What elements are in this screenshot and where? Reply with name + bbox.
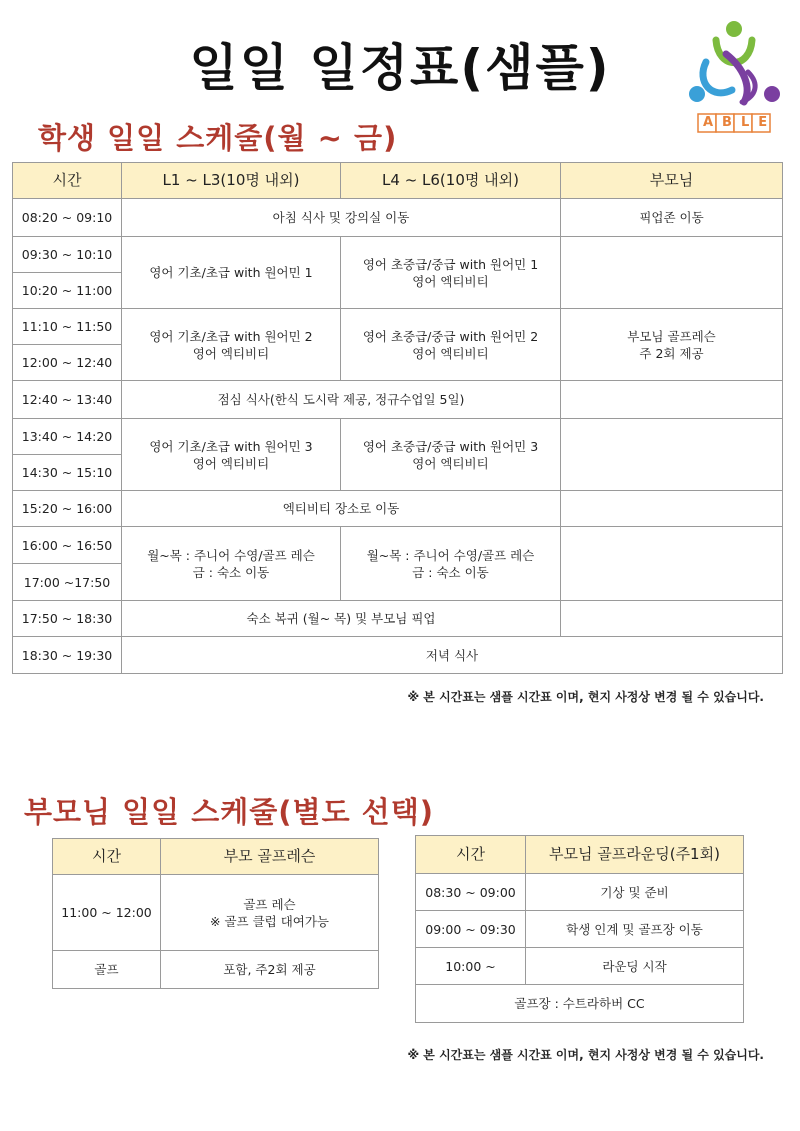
time-cell: 12:00 ~ 12:40 — [13, 345, 122, 381]
parent-round-table — [415, 835, 744, 1023]
l4-activity-cell: 영어 초중급/중급 with 원어민 2 영어 엑티비티 — [341, 309, 561, 381]
header-l1-l3: L1 ~ L3(10명 내외) — [122, 163, 341, 199]
table-row — [13, 419, 783, 455]
table-row — [53, 875, 379, 951]
student-schedule-table — [12, 162, 783, 674]
time-cell: 10:20 ~ 11:00 — [13, 273, 122, 309]
time-cell: 08:20 ~ 09:10 — [13, 199, 122, 237]
lesson-content-cell: 포함, 주2회 제공 — [161, 951, 379, 989]
logo-text: ABLE — [703, 115, 777, 130]
header-parent-round: 부모님 골프라운딩(주1회) — [526, 836, 744, 874]
table-row — [13, 491, 783, 527]
parent-cell-empty — [561, 601, 783, 637]
time-cell: 17:00 ~17:50 — [13, 564, 122, 601]
l1-activity-cell: 영어 기초/초급 with 원어민 3 영어 엑티비티 — [122, 419, 341, 491]
parent-cell-empty — [561, 419, 783, 491]
parent-cell-empty — [561, 491, 783, 527]
time-cell: 12:40 ~ 13:40 — [13, 381, 122, 419]
time-cell: 13:40 ~ 14:20 — [13, 419, 122, 455]
time-cell: 16:00 ~ 16:50 — [13, 527, 122, 564]
able-logo — [686, 18, 782, 136]
table-row — [416, 874, 744, 911]
l1-activity-cell: 영어 기초/초급 with 원어민 1 — [122, 237, 341, 309]
time-cell: 08:30 ~ 09:00 — [416, 874, 526, 911]
time-cell: 15:20 ~ 16:00 — [13, 491, 122, 527]
header-time: 시간 — [13, 163, 122, 199]
round-content-cell: 학생 인계 및 골프장 이동 — [526, 911, 744, 948]
l4-activity-cell: 영어 초중급/중급 with 원어민 3 영어 엑티비티 — [341, 419, 561, 491]
table-header-row — [53, 839, 379, 875]
merged-activity-cell: 아침 식사 및 강의실 이동 — [122, 199, 561, 237]
header-time: 시간 — [53, 839, 161, 875]
table-row — [416, 911, 744, 948]
merged-activity-cell: 저녁 식사 — [122, 637, 783, 674]
parent-cell-empty — [561, 237, 783, 309]
table-row — [13, 199, 783, 237]
header-l4-l6: L4 ~ L6(10명 내외) — [341, 163, 561, 199]
table-row — [13, 527, 783, 564]
parent-golf-lesson-cell: 부모님 골프레슨 주 2회 제공 — [561, 309, 783, 381]
parent-section-title: 부모님 일일 스케줄(별도 선택) — [24, 795, 434, 829]
parent-cell: 픽업존 이동 — [561, 199, 783, 237]
l4-activity-cell: 월~목 : 주니어 수영/골프 레슨 금 : 숙소 이동 — [341, 527, 561, 601]
time-cell: 10:00 ~ — [416, 948, 526, 985]
table-row — [13, 237, 783, 273]
table-row — [13, 381, 783, 419]
table-header-row — [416, 836, 744, 874]
golf-course-cell: 골프장 : 수트라하버 CC — [416, 985, 744, 1023]
time-cell: 17:50 ~ 18:30 — [13, 601, 122, 637]
time-cell: 11:10 ~ 11:50 — [13, 309, 122, 345]
time-cell: 09:30 ~ 10:10 — [13, 237, 122, 273]
table-row — [416, 985, 744, 1023]
time-cell: 18:30 ~ 19:30 — [13, 637, 122, 674]
l4-activity-cell: 영어 초중급/중급 with 원어민 1 영어 엑티비티 — [341, 237, 561, 309]
lesson-content-cell: 골프 레슨 ※ 골프 클럽 대여가능 — [161, 875, 379, 951]
l1-activity-cell: 월~목 : 주니어 수영/골프 레슨 금 : 숙소 이동 — [122, 527, 341, 601]
table-row — [13, 309, 783, 345]
parent-cell-empty — [561, 381, 783, 419]
header-time: 시간 — [416, 836, 526, 874]
merged-activity-cell: 엑티비티 장소로 이동 — [122, 491, 561, 527]
table-row — [13, 601, 783, 637]
page-title: 일일 일정표(샘플) — [189, 39, 611, 97]
round-content-cell: 기상 및 준비 — [526, 874, 744, 911]
merged-activity-cell: 점심 식사(한식 도시락 제공, 정규수업일 5일) — [122, 381, 561, 419]
parent-cell-empty — [561, 527, 783, 601]
round-content-cell: 라운딩 시작 — [526, 948, 744, 985]
merged-activity-cell: 숙소 복귀 (월~ 목) 및 부모님 픽업 — [122, 601, 561, 637]
table-row — [53, 951, 379, 989]
time-cell: 14:30 ~ 15:10 — [13, 455, 122, 491]
time-cell: 09:00 ~ 09:30 — [416, 911, 526, 948]
student-section-title: 학생 일일 스케줄(월 ~ 금) — [38, 121, 398, 155]
l1-activity-cell: 영어 기초/초급 with 원어민 2 영어 엑티비티 — [122, 309, 341, 381]
header-parent: 부모님 — [561, 163, 783, 199]
table-row — [13, 637, 783, 674]
parent-lesson-table — [52, 838, 379, 989]
time-cell: 골프 — [53, 951, 161, 989]
header-parent-lesson: 부모 골프레슨 — [161, 839, 379, 875]
student-schedule-note: ※ 본 시간표는 샘플 시간표 이며, 현지 사정상 변경 될 수 있습니다. — [407, 690, 764, 704]
table-header-row — [13, 163, 783, 199]
time-cell: 11:00 ~ 12:00 — [53, 875, 161, 951]
table-row — [416, 948, 744, 985]
parent-schedule-note: ※ 본 시간표는 샘플 시간표 이며, 현지 사정상 변경 될 수 있습니다. — [407, 1048, 764, 1062]
